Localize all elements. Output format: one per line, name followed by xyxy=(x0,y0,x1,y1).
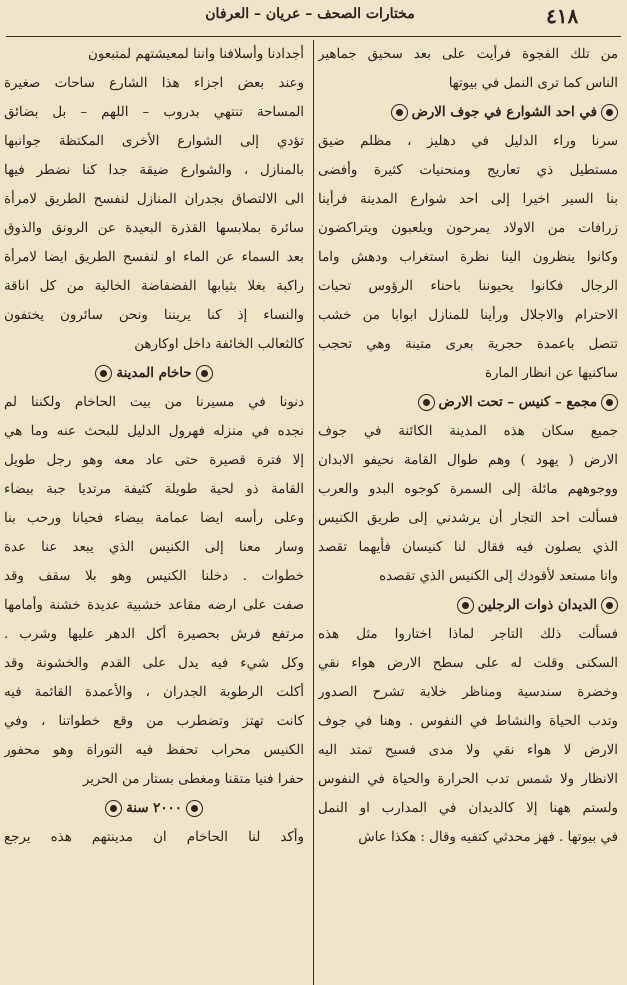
text-line: كانت تهتز وتضطرب من وقع خطواتنا ، وفي xyxy=(4,714,304,729)
text-line: والنساء إذ كنا يريننا ونحن سائرون يختفون xyxy=(4,308,304,323)
text-line: الذي يصلون فيه فقال لنا كنيسان فأيهما تقصد xyxy=(318,540,618,555)
text-line: فسألت احد التجار أن يرشدني إلى طريق الكنيس xyxy=(318,511,618,526)
text-line: الانظار ولا شمس تدب الحرارة والحياة في النفوس xyxy=(318,772,618,787)
text-line: وكانوا ينظرون الينا نظرة استغراب ودهش واما xyxy=(318,250,618,265)
section-heading-text: ٢٠٠٠ سنة xyxy=(126,800,182,816)
text-line: نجده في منزله فهرول الدليل للبحث عنه وما هي xyxy=(4,424,304,439)
flower-ornament-icon xyxy=(186,800,203,817)
section-heading-text: حاخام المدينة xyxy=(116,365,192,381)
text-line: مستطيل ذي تعاريج ومنحنيات كثيرة وأفضى xyxy=(318,163,618,178)
text-line: وعند بعض اجزاء هذا الشارع ساحات صغيرة xyxy=(4,76,304,91)
text-line: أجدادنا وأسلافنا واننا لمعيشتهم لمتبعون xyxy=(87,47,304,62)
flower-ornament-icon xyxy=(601,104,618,121)
text-line: بعد السماء عن الماء او لنفسح الطريق ايضا لامرأة xyxy=(4,250,304,265)
text-line: الارض لا هواء نقي ولا مدى فسيح تمتد اليه xyxy=(318,743,618,758)
text-line: وأكد لنا الحاخام ان مدينتهم هذه يرجع xyxy=(4,830,304,845)
text-line: وخضرة سندسية ومناظر خلابة تشرح الصدور xyxy=(318,685,618,700)
section-heading-text: في احد الشوارع في جوف الارض xyxy=(411,104,597,120)
running-head: مختارات الصحف – عريان – العرفان xyxy=(205,6,415,22)
section-heading xyxy=(318,388,618,417)
section-heading xyxy=(4,794,304,823)
text-line: بالمنازل ، والشوارع ضيقة جدا كنا نضطر فيها xyxy=(4,163,304,178)
section-heading-text: مجمع – كنيس – تحت الارض xyxy=(438,394,597,410)
page-header xyxy=(0,0,627,34)
text-line: الكنيس محراب تحفظ فيه التوراة وهو محفور xyxy=(4,743,304,758)
section-heading-text: الديدان ذوات الرجلين xyxy=(477,597,597,613)
column-divider xyxy=(313,40,314,985)
text-line: تؤدي إلى الشوارع الأخرى المكتظة جوانبها xyxy=(4,134,304,149)
text-line: السكنى وقلت له على سطح الارض هواء نقي xyxy=(318,656,618,671)
flower-ornament-icon xyxy=(457,597,474,614)
text-line: وسار معنا إلى الكنيس الذي يبعد عنا عدة xyxy=(4,540,304,555)
left-column xyxy=(4,40,304,852)
text-line: الرجال فكانوا يحيوننا باحناء الرؤوس تحيات xyxy=(318,279,618,294)
text-line: ووجوههم مائلة إلى السمرة كوجوه البدو والعرب xyxy=(318,482,618,497)
section-heading xyxy=(4,359,304,388)
flower-ornament-icon xyxy=(601,394,618,411)
flower-ornament-icon xyxy=(105,800,122,817)
header-rule xyxy=(6,36,621,37)
text-line: وعلى رأسه ايضا عمامة بيضاء فحيانا ورحب بنا xyxy=(4,511,304,526)
text-line: وانا مستعد لأقودك إلى الكنيس الذي تقصده xyxy=(379,569,618,584)
page-number: ٤١٨ xyxy=(546,4,579,28)
text-line: بنا السير اخيرا إلى احد شوارع المدينة فرأينا xyxy=(318,192,618,207)
flower-ornament-icon xyxy=(95,365,112,382)
flower-ornament-icon xyxy=(601,597,618,614)
text-line: وكل شيء فيه يدل على القدم والخشونة وقد xyxy=(4,656,304,671)
section-heading xyxy=(318,98,618,127)
flower-ornament-icon xyxy=(196,365,213,382)
text-line: أكلت الرطوبة الجدران ، والأعمدة القائمة فيه xyxy=(4,685,304,700)
text-line: إلا فترة قصيرة حتى عاد معه وهو رجل طويل xyxy=(4,453,304,468)
text-line: خطوات . دخلنا الكنيس وهو بلا سقف وقد xyxy=(4,569,304,584)
text-line: الارض ( يهود ) وهم طوال القامة نحيفو الابدان xyxy=(318,453,618,468)
right-column xyxy=(318,40,618,852)
text-line: ولستم ههنا إلا كالديدان في المدارب او النمل xyxy=(318,801,618,816)
text-line: مرتفع فرش بحصيرة أكل الدهر عليها وشرب . xyxy=(4,627,304,642)
text-line: زرافات من الاولاد يمرحون ويلعبون ويتراكضون xyxy=(318,221,618,236)
text-line: راكبة بغلا بثيابها الفضفاضة الخالية من كل اناقة xyxy=(4,279,304,294)
text-line: في بيوتها . فهز محدثي كتفيه وقال : هكذا عاش xyxy=(358,830,618,845)
text-line: حفرا فنيا متقنا ومغطى بستار من الحرير xyxy=(82,772,304,787)
text-line: فسألت ذلك التاجر لماذا اختاروا مثل هذه xyxy=(318,627,618,642)
text-line: سائرة بملابسها القذرة البعيدة عن الرونق والذوق xyxy=(4,221,304,236)
flower-ornament-icon xyxy=(418,394,435,411)
text-line: صفت على ارضه مقاعد خشبية عديدة خشنة وأمامها xyxy=(4,598,304,613)
text-line: تتصل باعمدة حجرية بعرى متينة وهي تحجب xyxy=(318,337,618,352)
text-line: الى الالتصاق بجدران المنازل لنفسح الطريق لامرأة xyxy=(4,192,304,207)
text-line: الاحترام والاجلال ورأينا للمنازل ابوابا من خشب xyxy=(318,308,618,323)
text-line: كالثعالب الخائفة داخل اوكارهن xyxy=(134,337,304,352)
text-line: دنونا في مسيرنا من بيت الحاخام ولكننا لم xyxy=(4,395,304,410)
flower-ornament-icon xyxy=(391,104,408,121)
text-line: ساكنيها عن انظار المارة xyxy=(484,366,618,381)
text-line: وتدب الحياة والنشاط في النفوس . وهنا في جوف xyxy=(318,714,618,729)
section-heading xyxy=(318,591,618,620)
text-line: القامة ذو لحية طويلة كثيفة مرتديا جبة بيضاء xyxy=(4,482,304,497)
text-line: من تلك الفجوة فرأيت على بعد سحيق جماهير xyxy=(318,47,618,62)
text-line: المساحة تنتهي بدروب – اللهم – بل بضائق xyxy=(4,105,304,120)
text-line: سرنا وراء الدليل في دهليز ، مظلم ضيق xyxy=(318,134,618,149)
text-line: جميع سكان هذه المدينة الكائنة في جوف xyxy=(318,424,618,439)
text-line: الناس كما ترى النمل في بيوتها xyxy=(448,76,618,91)
